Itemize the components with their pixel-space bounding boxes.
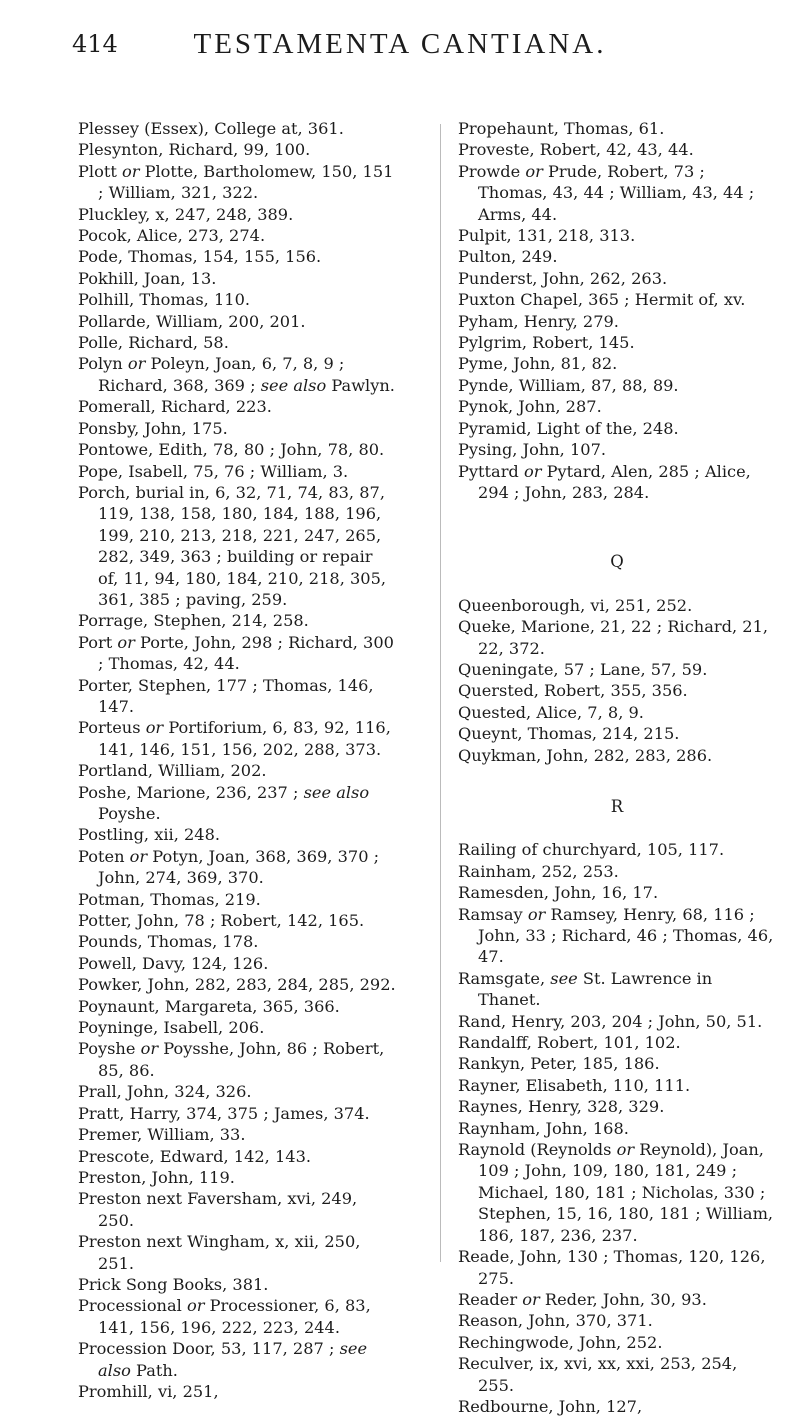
index-entry: Polyn or Poleyn, Joan, 6, 7, 8, 9 ; Richard, 368, 369 ; see also Pawlyn. [78, 354, 395, 395]
index-entry: Redbourne, John, 127, [458, 1396, 643, 1416]
index-entry: Pyttard or Pytard, Alen, 285 ; Alice, 294 ; John, 283, 284. [458, 461, 751, 502]
index-entry: Porrage, Stephen, 214, 258. [78, 611, 309, 631]
index-entry: Pynde, William, 87, 88, 89. [458, 375, 679, 395]
index-entry: Port or Porte, John, 298 ; Richard, 300 ; Thomas, 42, 44. [78, 632, 394, 674]
index-entry: Ramsgate, see St. Lawrence in Thanet. [458, 968, 713, 1010]
index-entry: Rainham, 252, 253. [458, 861, 619, 881]
section-letter-q: Q [610, 552, 624, 572]
index-section-r [458, 839, 776, 1417]
index-entry: Reade, John, 130 ; Thomas, 120, 126, 275. [458, 1247, 766, 1288]
index-entry: Prowde or Prude, Robert, 73 ; Thomas, 43, 44 ; William, 43, 44 ; Arms, 44. [458, 161, 755, 224]
index-entry: Reader or Reder, John, 30, 93. [458, 1289, 707, 1309]
index-entry: Preston next Wingham, x, xii, 250, 251. [78, 1232, 361, 1273]
index-entry: Preston next Faversham, xvi, 249, 250. [78, 1189, 358, 1230]
index-entry: Polhill, Thomas, 110. [78, 290, 251, 310]
page-header [0, 22, 800, 72]
index-entry: Pyramid, Light of the, 248. [458, 418, 679, 438]
index-entry: Potter, John, 78 ; Robert, 142, 165. [78, 911, 365, 931]
index-entry: Raynham, John, 168. [458, 1118, 629, 1138]
index-entry: Plesynton, Richard, 99, 100. [78, 140, 311, 160]
index-entry: Quersted, Robert, 355, 356. [458, 681, 688, 701]
index-entry: Preston, John, 119. [78, 1167, 235, 1187]
index-entry: Queke, Marione, 21, 22 ; Richard, 21, 22, 372. [458, 617, 769, 658]
index-entry: Pyham, Henry, 279. [458, 311, 619, 331]
index-entry: Proveste, Robert, 42, 43, 44. [458, 140, 694, 160]
index-entry: Puxton Chapel, 365 ; Hermit of, xv. [458, 290, 746, 310]
index-entry: Pode, Thomas, 154, 155, 156. [78, 247, 322, 267]
index-entry: Premer, William, 33. [78, 1125, 246, 1145]
index-entry: Poten or Potyn, Joan, 368, 369, 370 ; John, 274, 369, 370. [78, 846, 380, 888]
index-entry: Rayner, Elisabeth, 110, 111. [458, 1075, 691, 1095]
index-entry: Processional or Processioner, 6, 83, 141, 156, 196, 222, 223, 244. [78, 1296, 371, 1337]
index-entry: Poshe, Marione, 236, 237 ; see also Poyshe. [78, 782, 370, 823]
index-entry: Quykman, John, 282, 283, 286. [458, 745, 713, 765]
index-entry: Portland, William, 202. [78, 761, 267, 781]
index-entry: Powell, Davy, 124, 126. [78, 953, 269, 973]
index-entry: Ramesden, John, 16, 17. [458, 883, 659, 903]
column-divider [440, 124, 441, 1262]
index-section-p [458, 118, 776, 503]
index-entry: Porteus or Portiforium, 6, 83, 92, 116, 141, 146, 151, 156, 202, 288, 373. [78, 718, 391, 759]
index-entry: Queningate, 57 ; Lane, 57, 59. [458, 659, 708, 679]
section-letter-r: R [610, 796, 624, 816]
index-section-q [458, 595, 776, 766]
page-number: 414 [72, 30, 118, 58]
index-entry: Poyninge, Isabell, 206. [78, 1018, 265, 1038]
index-entry: Quested, Alice, 7, 8, 9. [458, 702, 644, 722]
index-entry: Pyme, John, 81, 82. [458, 354, 618, 374]
index-entry: Rechingwode, John, 252. [458, 1332, 663, 1352]
running-title: TESTAMENTA CANTIANA. [193, 28, 607, 60]
index-entry: Rand, Henry, 203, 204 ; John, 50, 51. [458, 1011, 763, 1031]
index-entry: Queenborough, vi, 251, 252. [458, 595, 693, 615]
index-column-left [78, 118, 396, 1402]
index-entry: Pollarde, William, 200, 201. [78, 311, 306, 331]
index-entry: Polle, Richard, 58. [78, 333, 229, 353]
index-column-right [458, 118, 776, 1417]
index-entry: Randalff, Robert, 101, 102. [458, 1033, 681, 1053]
index-entry: Pomerall, Richard, 223. [78, 397, 272, 417]
index-entry: Pocok, Alice, 273, 274. [78, 226, 266, 246]
index-entry: Pounds, Thomas, 178. [78, 932, 259, 952]
index-entry: Plessey (Essex), College at, 361. [78, 119, 344, 138]
index-entry: Pope, Isabell, 75, 76 ; William, 3. [78, 461, 349, 481]
index-entry: Ponsby, John, 175. [78, 418, 228, 438]
index-entry: Pluckley, x, 247, 248, 389. [78, 204, 294, 224]
index-entry: Reculver, ix, xvi, xx, xxi, 253, 254, 255. [458, 1354, 738, 1395]
index-entry: Pratt, Harry, 374, 375 ; James, 374. [78, 1103, 370, 1123]
index-entry: Raynold (Reynolds or Reynold), Joan, 109 ; John, 109, 180, 181, 249 ; Michael, 180, 181 ; Nicholas, 330 ; Stephen, 15, 16, 180, 181 ; William, 186, 187, 236, 237. [458, 1140, 774, 1245]
index-entry: Pulpit, 131, 218, 313. [458, 226, 636, 246]
index-entry: Plott or Plotte, Bartholomew, 150, 151 ; William, 321, 322. [78, 161, 394, 203]
index-entry: Potman, Thomas, 219. [78, 889, 261, 909]
index-entry: Prescote, Edward, 142, 143. [78, 1146, 312, 1166]
index-entry: Punderst, John, 262, 263. [458, 268, 668, 288]
index-entry: Poyshe or Poysshe, John, 86 ; Robert, 85, 86. [78, 1039, 385, 1080]
index-entry: Queynt, Thomas, 214, 215. [458, 724, 680, 744]
index-entry: Reason, John, 370, 371. [458, 1311, 653, 1331]
index-entry: Postling, xii, 248. [78, 825, 221, 845]
index-entry: Promhill, vi, 251, [78, 1381, 219, 1401]
index-entry: Railing of churchyard, 105, 117. [458, 840, 725, 860]
index-entry: Powker, John, 282, 283, 284, 285, 292. [78, 975, 396, 995]
index-entry: Porter, Stephen, 177 ; Thomas, 146, 147. [78, 675, 374, 716]
index-entry: Porch, burial in, 6, 32, 71, 74, 83, 87, 119, 138, 158, 180, 184, 188, 196, 199, 210, 213, 218, 221, 247, 265, 282, 349, 363 ; building or repair of, 11, 94, 180, 184, 210, 218, 305, 361, 385 ; paving, 259. [78, 482, 387, 609]
index-entry: Propehaunt, Thomas, 61. [458, 119, 665, 138]
index-entry: Pontowe, Edith, 78, 80 ; John, 78, 80. [78, 440, 385, 460]
index-entry: Pylgrim, Robert, 145. [458, 333, 635, 353]
index-entry: Ramsay or Ramsey, Henry, 68, 116 ; John, 33 ; Richard, 46 ; Thomas, 46, 47. [458, 904, 774, 967]
index-entry: Raynes, Henry, 328, 329. [458, 1097, 665, 1117]
index-entry: Procession Door, 53, 117, 287 ; see also Path. [78, 1339, 368, 1380]
index-entry: Pynok, John, 287. [458, 397, 602, 417]
index-entry: Pysing, John, 107. [458, 440, 607, 460]
index-entry: Rankyn, Peter, 185, 186. [458, 1054, 660, 1074]
index-entry: Poynaunt, Margareta, 365, 366. [78, 996, 340, 1016]
index-entry: Pokhill, Joan, 13. [78, 268, 217, 288]
index-entry: Pulton, 249. [458, 247, 558, 267]
index-entry: Prick Song Books, 381. [78, 1274, 269, 1294]
index-entry: Prall, John, 324, 326. [78, 1082, 252, 1102]
